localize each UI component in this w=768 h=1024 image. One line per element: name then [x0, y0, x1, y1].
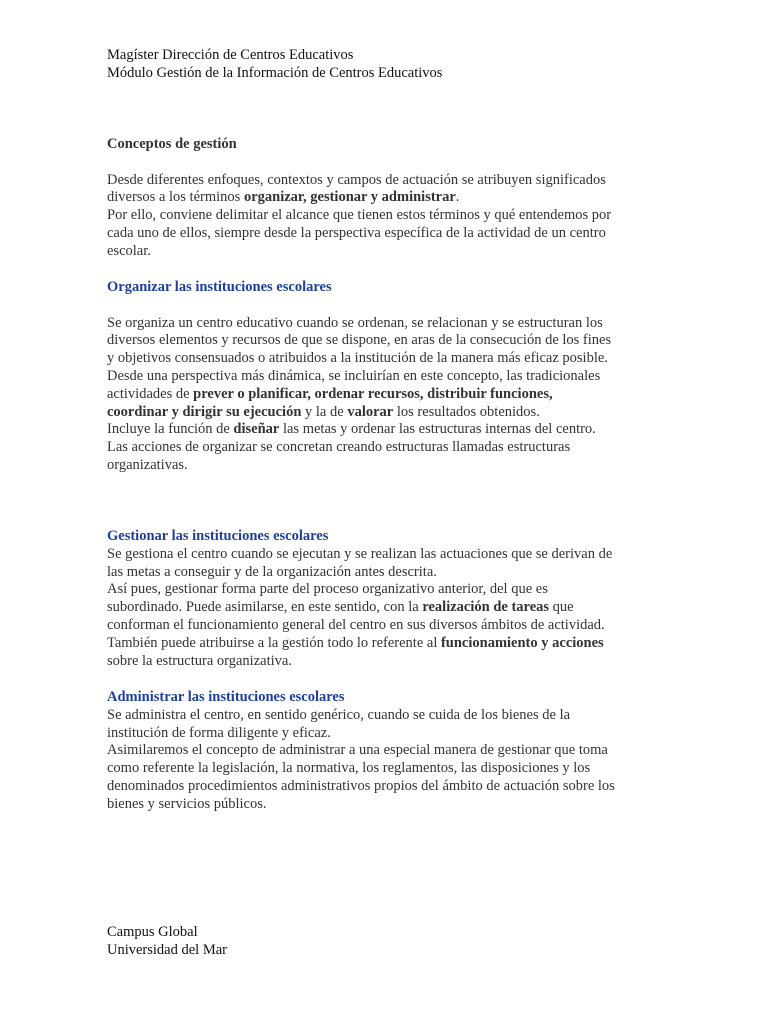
gestionar-section — [107, 528, 617, 670]
gestionar-paragraph-2: Así pues, gestionar forma parte del proceso organizativo anterior, del que es subordinado. Puede asimilarse, en este sentido, con la realización de tareas que conforman el funcionamiento general del centro en sus diversos ámbitos de actividad. También puede atribuirse a la gestión todo lo referente al funcionamiento y acciones sobre la estructura organizativa. — [107, 581, 605, 669]
intro-paragraph-1: Desde diferentes enfoques, contextos y campos de actuación se atribuyen significados diversos a los términos organizar, gestionar y administrar. — [107, 171, 606, 206]
section-title-organizar: Organizar las instituciones escolares — [107, 279, 332, 295]
program-title: Magíster Dirección de Centros Educativos — [107, 47, 354, 63]
section-title-conceptos: Conceptos de gestión — [107, 136, 237, 152]
organizar-section — [107, 279, 617, 475]
gestionar-paragraph-1: Se gestiona el centro cuando se ejecutan y se realizan las actuaciones que se derivan de las metas a conseguir y de la organización antes descrita. — [107, 545, 613, 580]
section-title-gestionar: Gestionar las instituciones escolares — [107, 528, 329, 544]
document-header — [107, 47, 617, 83]
intro-paragraph-2: Por ello, conviene delimitar el alcance que tienen estos términos y qué entendemos por cada uno de ellos, siempre desde la perspectiva específica de la actividad de un centro escolar. — [107, 207, 612, 259]
administrar-section — [107, 689, 617, 814]
intro-section — [107, 136, 617, 261]
organizar-paragraph-1: Se organiza un centro educativo cuando se ordenan, se relacionan y se estructuran los diversos elementos y recursos de que se dispone, en aras de la consecución de los fines y objetivos consensuados o atribuidos a la institución de la manera más eficaz posible. — [107, 314, 612, 367]
document-footer — [107, 924, 617, 960]
organizar-paragraph-2: Desde una perspectiva más dinámica, se incluirían en este concepto, las tradicionales actividades de prever o planificar, ordenar recursos, distribuir funciones, coordinar y dirigir su ejecución y la de valorar los resultados obtenidos. — [107, 367, 601, 420]
administrar-paragraph-2: Asimilaremos el concepto de administrar a una especial manera de gestionar que toma como referente la legislación, la normativa, los reglamentos, las disposiciones y los denominados procedimientos administrativos propios del ámbito de actuación sobre los bienes y servicios públicos. — [107, 742, 615, 812]
organizar-paragraph-3: Incluye la función de diseñar las metas y ordenar las estructuras internas del centro. Las acciones de organizar se concretan creando estructuras llamadas estructuras organizativas. — [107, 421, 596, 473]
section-title-administrar: Administrar las instituciones escolares — [107, 689, 345, 705]
footer-university: Universidad del Mar — [107, 941, 227, 958]
module-title: Módulo Gestión de la Información de Centros Educativos — [107, 64, 443, 81]
administrar-paragraph-1: Se administra el centro, en sentido genérico, cuando se cuida de los bienes de la institución de forma diligente y eficaz. — [107, 706, 571, 741]
footer-campus: Campus Global — [107, 924, 198, 940]
